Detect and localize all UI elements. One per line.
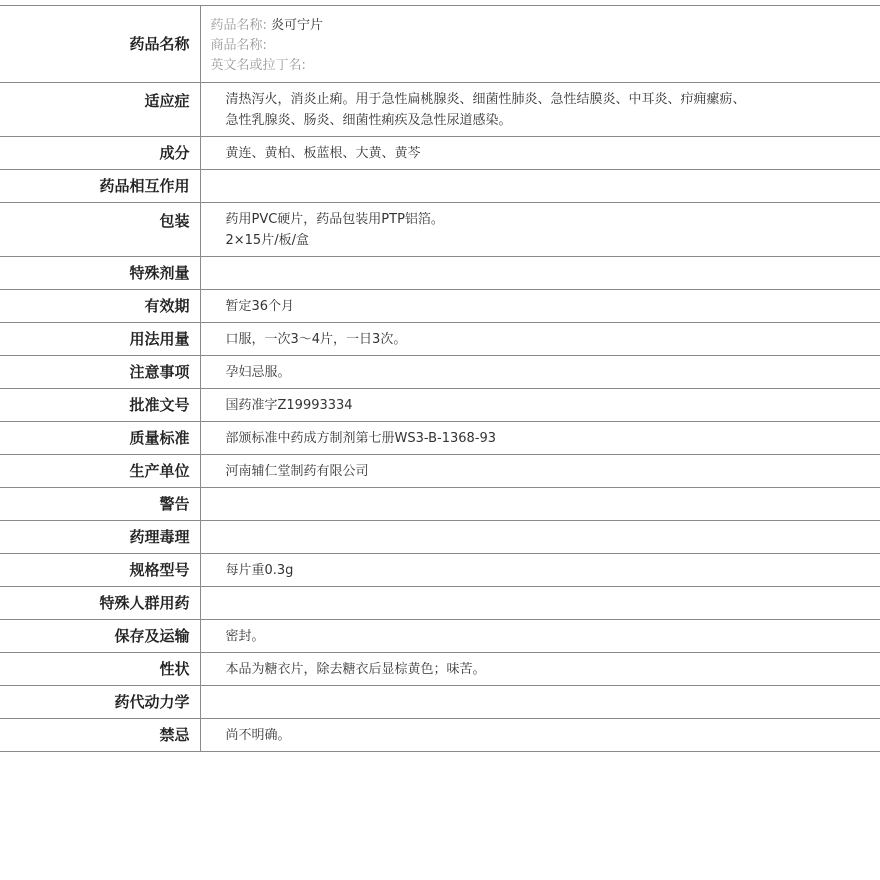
row-value	[200, 521, 880, 554]
trade-name-label: 商品名称:	[210, 38, 267, 53]
row-label: 药代动力学	[0, 686, 200, 719]
table-row	[0, 389, 880, 422]
drug-info-table	[0, 5, 880, 752]
value-line: 黄连、黄柏、板蓝根、大黄、黄芩	[225, 146, 421, 161]
row-value	[200, 170, 880, 203]
row-value	[200, 653, 880, 686]
row-label: 包装	[0, 203, 200, 257]
english-name-label: 英文名或拉丁名:	[210, 58, 306, 73]
row-value	[200, 257, 880, 290]
table-row	[0, 719, 880, 752]
row-value	[200, 587, 880, 620]
table-row	[0, 488, 880, 521]
row-label: 药品名称	[0, 6, 200, 83]
row-label: 规格型号	[0, 554, 200, 587]
row-value	[200, 356, 880, 389]
row-value	[200, 620, 880, 653]
row-value	[200, 422, 880, 455]
row-label: 有效期	[0, 290, 200, 323]
row-value	[200, 323, 880, 356]
table-row	[0, 455, 880, 488]
drug-name-values	[200, 6, 880, 83]
row-value	[200, 554, 880, 587]
row-value	[200, 686, 880, 719]
value-line: 药用PVC硬片，药品包装用PTP铝箔。	[225, 212, 444, 227]
value-line: 部颁标准中药成方制剂第七册WS3-B-1368-93	[225, 431, 497, 446]
row-label: 适应症	[0, 83, 200, 137]
table-row	[0, 521, 880, 554]
table-row	[0, 257, 880, 290]
table-row	[0, 83, 880, 137]
table-row	[0, 554, 880, 587]
row-label: 质量标准	[0, 422, 200, 455]
row-label: 成分	[0, 137, 200, 170]
table-row	[0, 422, 880, 455]
row-value	[200, 488, 880, 521]
row-label: 药品相互作用	[0, 170, 200, 203]
value-line: 急性乳腺炎、肠炎、细菌性痢疾及急性尿道感染。	[225, 113, 512, 128]
row-label: 用法用量	[0, 323, 200, 356]
english-name-line	[211, 56, 880, 76]
value-line	[226, 692, 880, 713]
value-line: 2×15片/板/盒	[225, 233, 309, 248]
value-line: 尚不明确。	[225, 728, 291, 743]
row-label: 生产单位	[0, 455, 200, 488]
table-row	[0, 137, 880, 170]
row-label: 保存及运输	[0, 620, 200, 653]
row-label: 药理毒理	[0, 521, 200, 554]
table-row	[0, 203, 880, 257]
table-row	[0, 356, 880, 389]
value-line: 河南辅仁堂制药有限公司	[225, 464, 369, 479]
value-line: 密封。	[225, 629, 265, 644]
value-line: 每片重0.3g	[225, 563, 294, 578]
row-label: 警告	[0, 488, 200, 521]
table-row	[0, 587, 880, 620]
value-line	[226, 263, 880, 284]
row-value	[200, 719, 880, 752]
trade-name-line	[211, 36, 880, 56]
generic-name-line	[211, 16, 880, 36]
row-value	[200, 203, 880, 257]
value-line: 孕妇忌服。	[225, 365, 291, 380]
value-line: 清热泻火，消炎止痢。用于急性扁桃腺炎、细菌性肺炎、急性结膜炎、中耳炎、疖痈瘰疬、	[225, 92, 746, 107]
value-line	[226, 527, 880, 548]
row-value	[200, 290, 880, 323]
value-line: 本品为糖衣片，除去糖衣后显棕黄色；味苦。	[225, 662, 486, 677]
value-line	[226, 494, 880, 515]
row-label: 注意事项	[0, 356, 200, 389]
table-row	[0, 170, 880, 203]
row-label: 特殊剂量	[0, 257, 200, 290]
value-line: 口服，一次3～4片，一日3次。	[225, 332, 407, 347]
row-label: 禁忌	[0, 719, 200, 752]
generic-name-value: 炎可宁片	[271, 18, 324, 33]
row-value	[200, 389, 880, 422]
value-line	[226, 593, 880, 614]
table-row	[0, 290, 880, 323]
row-drug-name	[0, 6, 880, 83]
row-value	[200, 455, 880, 488]
row-label: 性状	[0, 653, 200, 686]
value-line	[226, 176, 880, 197]
table-row	[0, 686, 880, 719]
table-row	[0, 653, 880, 686]
generic-name-label: 药品名称:	[210, 18, 267, 33]
table-row	[0, 323, 880, 356]
row-value	[200, 83, 880, 137]
row-label: 批准文号	[0, 389, 200, 422]
row-value	[200, 137, 880, 170]
value-line: 国药准字Z19993334	[225, 398, 353, 413]
value-line: 暂定36个月	[225, 299, 295, 314]
row-label: 特殊人群用药	[0, 587, 200, 620]
table-row	[0, 620, 880, 653]
